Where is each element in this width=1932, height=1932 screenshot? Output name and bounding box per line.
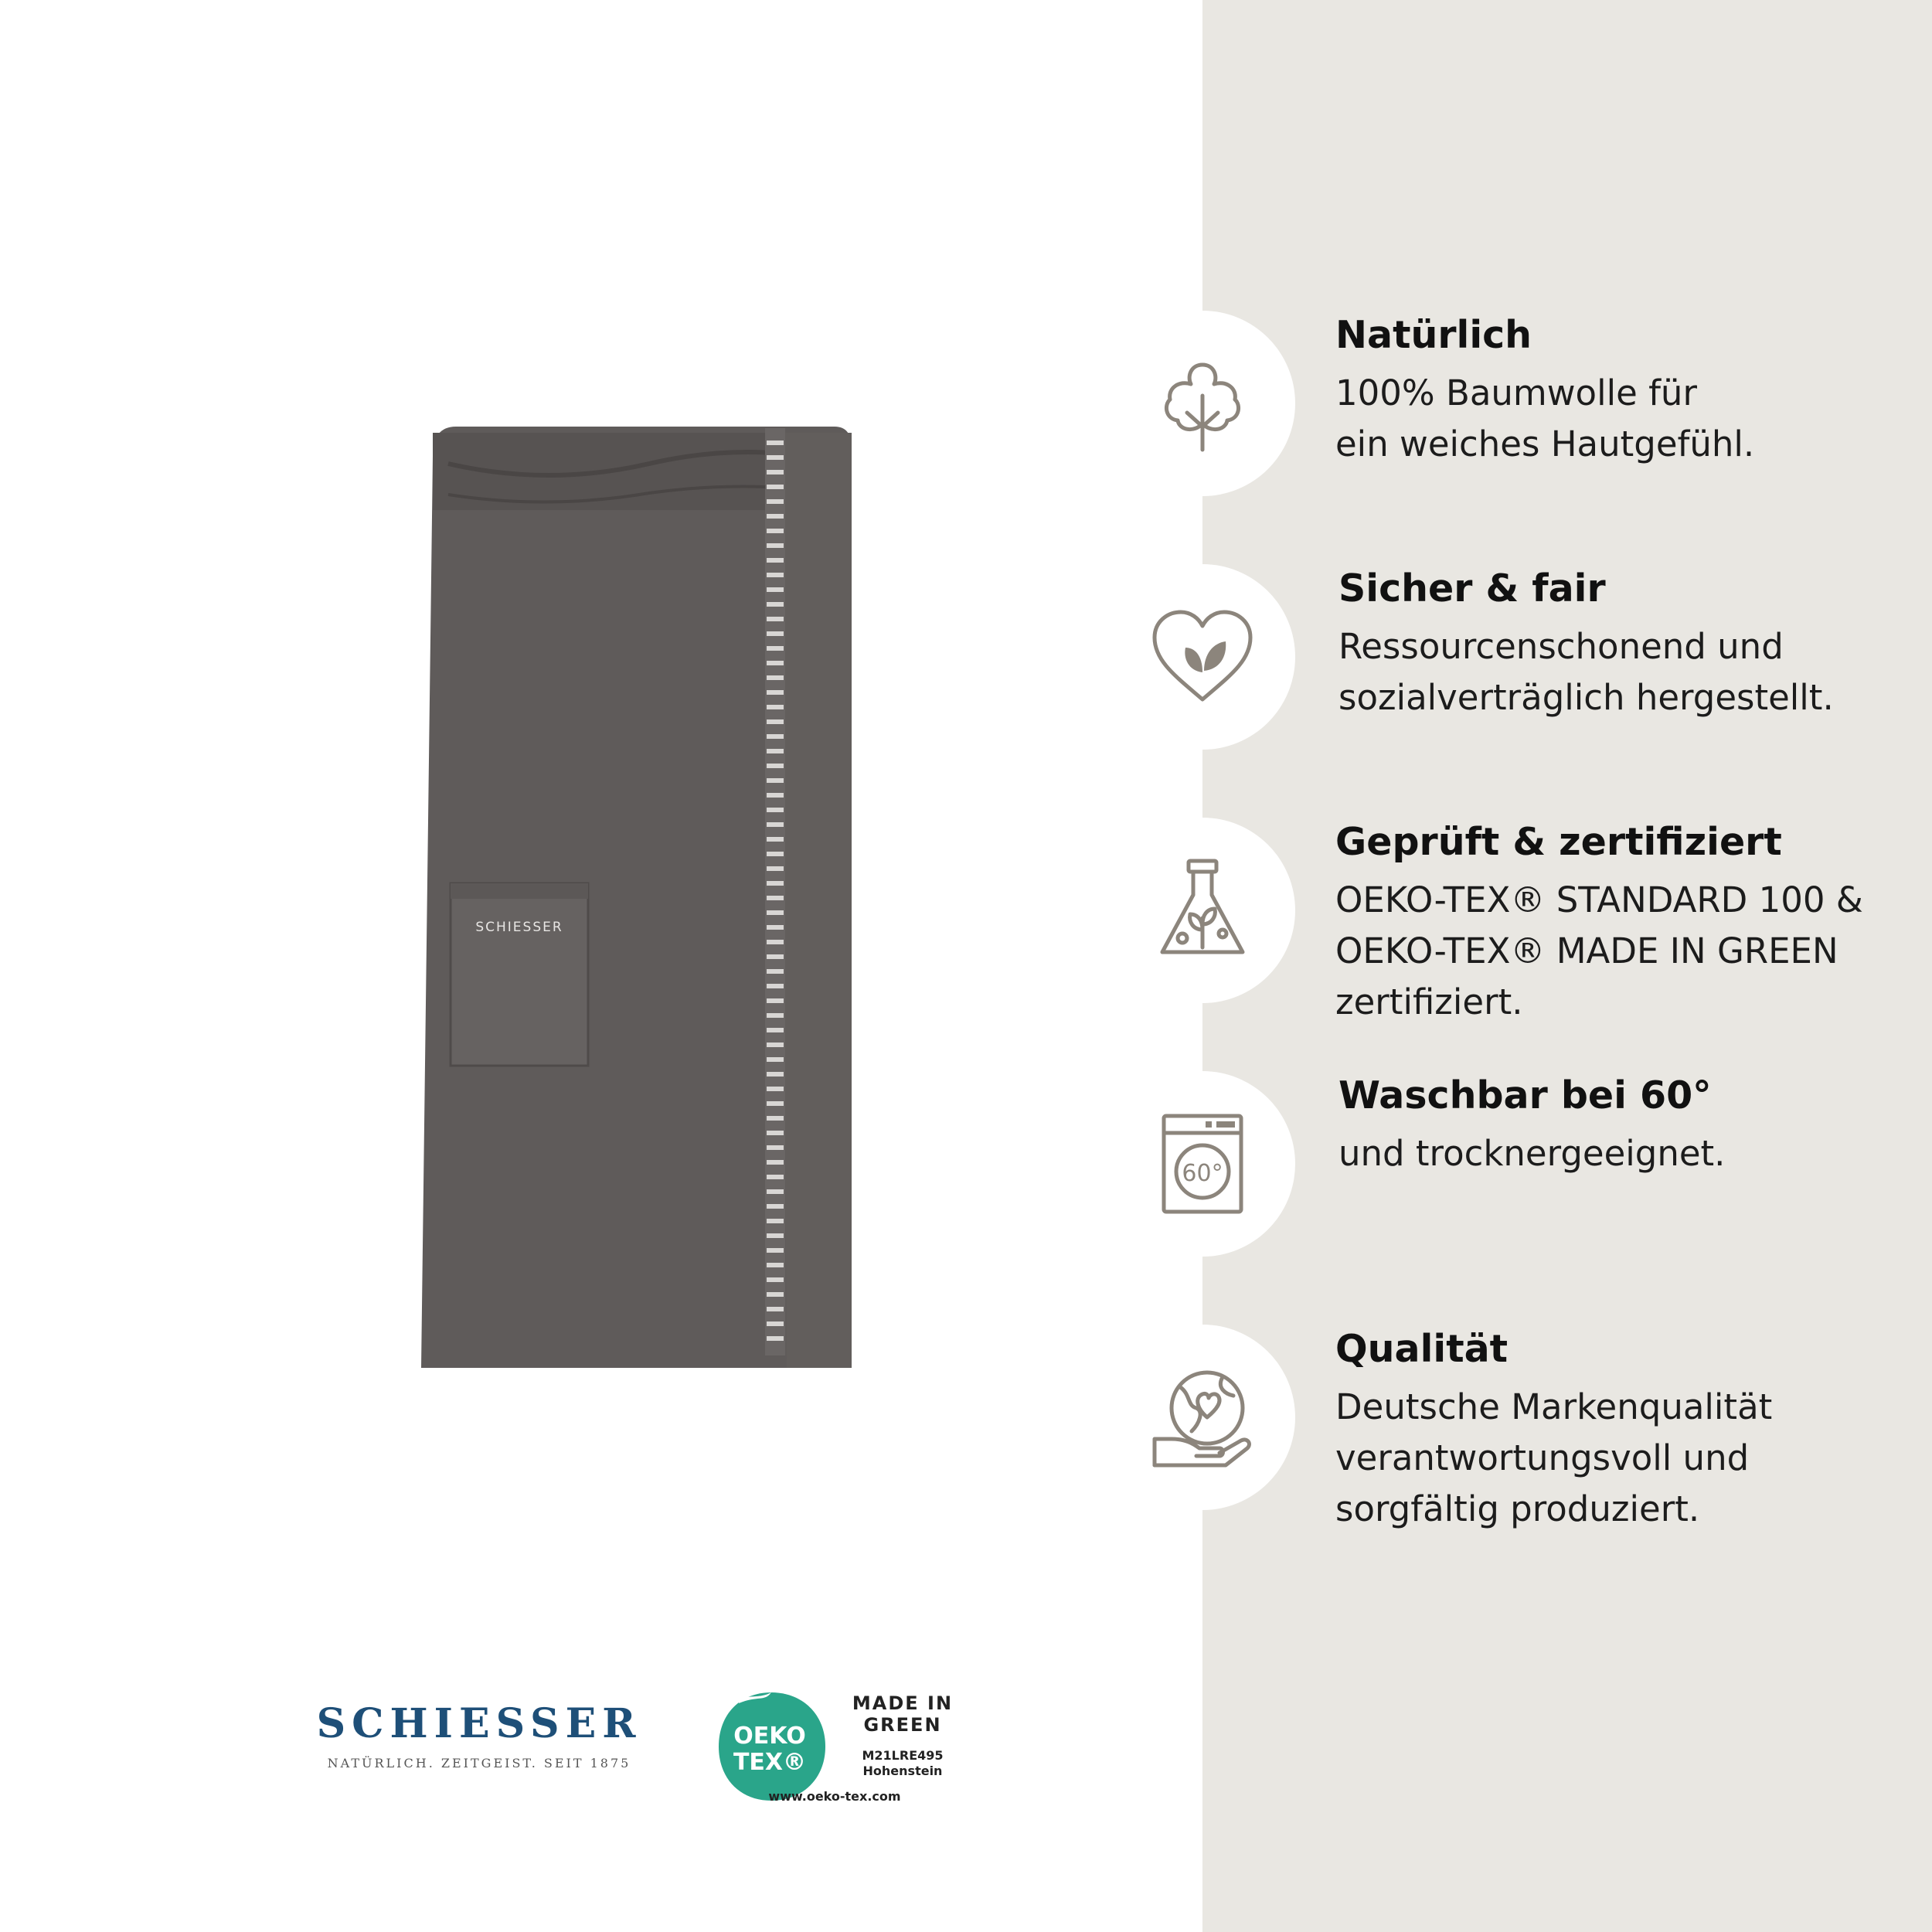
icon-circle bbox=[1110, 818, 1295, 1003]
feature-line: Deutsche Markenqualität bbox=[1335, 1386, 1773, 1427]
feature-quality bbox=[0, 1325, 1932, 1529]
stripe bbox=[767, 1263, 784, 1267]
feature-title: Natürlich bbox=[1335, 313, 1532, 357]
feature-description bbox=[1335, 1382, 1907, 1535]
feature-description bbox=[1338, 1128, 1910, 1179]
icon-circle bbox=[1110, 564, 1295, 750]
feature-title: Waschbar bei 60° bbox=[1338, 1073, 1712, 1117]
stripe bbox=[767, 1277, 784, 1282]
feature-title: Qualität bbox=[1335, 1327, 1509, 1371]
brand-name: SCHIESSER bbox=[316, 1700, 642, 1747]
feature-description bbox=[1338, 621, 1910, 723]
feature-line: OEKO-TEX® STANDARD 100 & bbox=[1335, 879, 1863, 920]
feature-safe-fair bbox=[0, 564, 1932, 750]
oeko-badge-line2: TEX® bbox=[733, 1749, 807, 1776]
oeko-badge-line1: OEKO bbox=[733, 1723, 806, 1750]
feature-description bbox=[1335, 875, 1907, 1028]
made-in-line1: MADE IN bbox=[852, 1692, 954, 1714]
stripe bbox=[767, 1057, 784, 1062]
brand-tagline: NATÜRLICH. ZEITGEIST. SEIT 1875 bbox=[327, 1756, 631, 1770]
feature-line: OEKO-TEX® MADE IN GREEN bbox=[1335, 930, 1838, 971]
pocket-label: SCHIESSER bbox=[475, 920, 563, 935]
stripe bbox=[767, 764, 784, 768]
hand-globe-icon bbox=[1148, 1363, 1257, 1471]
feature-natural bbox=[0, 311, 1932, 496]
icon-circle bbox=[1110, 311, 1295, 496]
wash-temperature: 60° bbox=[1182, 1160, 1223, 1187]
oeko-tex-url: www.oeko-tex.com bbox=[768, 1789, 901, 1804]
stripe bbox=[767, 793, 784, 798]
feature-line: sozialverträglich hergestellt. bbox=[1338, 677, 1834, 718]
heart-leaf-icon bbox=[1148, 603, 1257, 711]
stripe bbox=[767, 514, 784, 519]
stripe bbox=[767, 1028, 784, 1032]
stripe bbox=[767, 543, 784, 548]
oeko-institute: Hohenstein bbox=[862, 1764, 943, 1778]
stripe bbox=[767, 1292, 784, 1297]
feature-line: 100% Baumwolle für bbox=[1335, 372, 1697, 413]
washing-machine-icon bbox=[1148, 1110, 1257, 1218]
feature-line: ein weiches Hautgefühl. bbox=[1335, 423, 1755, 464]
icon-circle bbox=[1110, 1325, 1295, 1510]
feature-line: und trocknergeeignet. bbox=[1338, 1133, 1726, 1174]
stripe bbox=[767, 1307, 784, 1311]
feature-line: zertifiziert. bbox=[1335, 981, 1523, 1022]
feature-line: sorgfältig produziert. bbox=[1335, 1488, 1700, 1529]
stripe bbox=[767, 558, 784, 563]
flask-icon bbox=[1148, 856, 1257, 964]
icon-circle bbox=[1110, 1071, 1295, 1257]
stripe bbox=[767, 808, 784, 812]
stripe bbox=[767, 778, 784, 783]
feature-certified bbox=[0, 818, 1932, 1022]
made-in-line2: GREEN bbox=[863, 1714, 942, 1736]
feature-title: Geprüft & zertifiziert bbox=[1335, 820, 1782, 864]
stripe bbox=[767, 1043, 784, 1047]
feature-line: Ressourcenschonend und bbox=[1338, 626, 1784, 667]
schiesser-logo bbox=[309, 1700, 649, 1785]
cotton-icon bbox=[1148, 349, 1257, 457]
oeko-code: M21LRE495 bbox=[862, 1748, 944, 1763]
feature-title: Sicher & fair bbox=[1338, 566, 1606, 611]
feature-washable bbox=[0, 1071, 1932, 1257]
stripe bbox=[767, 499, 784, 504]
feature-line: verantwortungsvoll und bbox=[1335, 1437, 1750, 1478]
stripe bbox=[767, 529, 784, 533]
feature-description bbox=[1335, 368, 1907, 470]
stripe bbox=[767, 1013, 784, 1018]
